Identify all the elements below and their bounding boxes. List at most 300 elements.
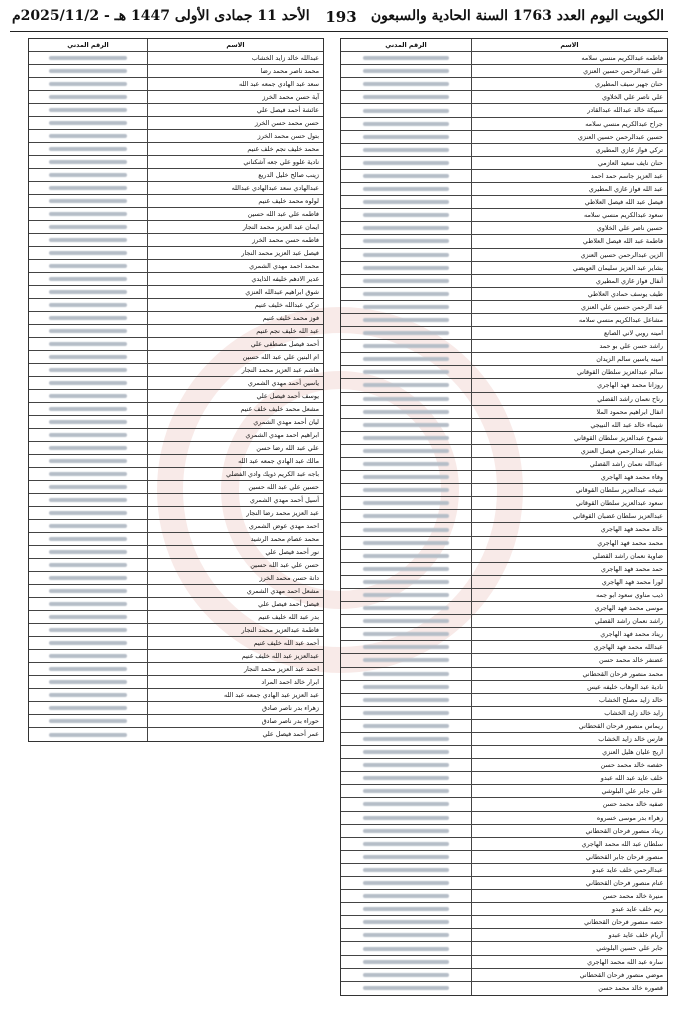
table-row — [29, 78, 323, 91]
table-row — [29, 234, 323, 247]
person-name: منيرة خالد محمد حسن — [471, 890, 667, 902]
person-name: دانة حسن محمد الخرز — [147, 572, 323, 584]
redaction-blur — [363, 960, 449, 964]
person-name: جابر علي حسين البلوشي — [471, 942, 667, 954]
table-row — [29, 585, 323, 598]
table-row — [341, 144, 667, 157]
table-row — [29, 481, 323, 494]
civil-id-redacted — [341, 654, 471, 666]
table-row — [341, 65, 667, 78]
redaction-blur — [363, 894, 449, 898]
redaction-blur — [363, 331, 449, 335]
person-name: غدير الادهم خليفه الذايدي — [147, 273, 323, 285]
civil-id-redacted — [341, 916, 471, 928]
person-name: علي عبدالرحمن حسين العنزي — [471, 65, 667, 77]
redaction-blur — [49, 290, 127, 294]
person-name: فارس خالد زايد الخشاب — [471, 733, 667, 745]
person-name: انفال ابراهيم محمود الملا — [471, 406, 667, 418]
table-row — [341, 550, 667, 563]
redaction-blur — [363, 410, 449, 414]
civil-id-redacted — [341, 851, 471, 863]
table-row — [29, 728, 323, 741]
table-row — [341, 733, 667, 746]
table-row — [341, 78, 667, 91]
person-name: تركي عبدالله خليف غنيم — [147, 299, 323, 311]
civil-id-redacted — [341, 196, 471, 208]
header-civil-id: الرقم المدني — [67, 40, 109, 49]
redaction-blur — [363, 200, 449, 204]
person-name: ريم خلف عايد عبدو — [471, 903, 667, 915]
person-name: موسى محمد فهد الهاجري — [471, 602, 667, 614]
person-name: فوز محمد خليف غنيم — [147, 312, 323, 324]
redaction-blur — [363, 842, 449, 846]
redaction-blur — [49, 407, 127, 411]
person-name: غضنفر خالد محمد حسن — [471, 654, 667, 666]
civil-id-redacted — [341, 537, 471, 549]
redaction-blur — [363, 816, 449, 820]
table-row — [29, 663, 323, 676]
civil-id-redacted — [29, 351, 147, 363]
table-row — [29, 377, 323, 390]
redaction-blur — [363, 318, 449, 322]
table-row — [341, 537, 667, 550]
redaction-blur — [363, 750, 449, 754]
redaction-blur — [49, 433, 127, 437]
redaction-blur — [363, 95, 449, 99]
civil-id-redacted — [341, 890, 471, 902]
civil-id-redacted — [29, 260, 147, 272]
person-name: وفاء محمد فهد الهاجري — [471, 471, 667, 483]
person-name: ليان أحمد مهدي الشمري — [147, 416, 323, 428]
redaction-blur — [363, 82, 449, 86]
civil-id-redacted — [341, 157, 471, 169]
civil-id-redacted — [341, 91, 471, 103]
person-name: ابراهيم احمد مهدي الشمري — [147, 429, 323, 441]
table-row — [341, 668, 667, 681]
redaction-blur — [363, 239, 449, 243]
civil-id-redacted — [341, 497, 471, 509]
civil-id-redacted — [29, 273, 147, 285]
redaction-blur — [363, 279, 449, 283]
redaction-blur — [49, 56, 127, 60]
table-row — [341, 209, 667, 222]
person-name: مالك عبد الهادي جمعه عبد الله — [147, 455, 323, 467]
civil-id-redacted — [29, 208, 147, 220]
civil-id-redacted — [341, 104, 471, 116]
redaction-blur — [363, 802, 449, 806]
person-name: امينه ياسين سالم الزيدان — [471, 353, 667, 365]
civil-id-redacted — [341, 222, 471, 234]
person-name: احمد عبد العزيز محمد النجار — [147, 663, 323, 675]
table-row — [341, 864, 667, 877]
person-name: حصه منصور فرحان القحطاني — [471, 916, 667, 928]
table-row — [29, 455, 323, 468]
table-row — [341, 641, 667, 654]
person-name: بدر عبد الله خليف غنيم — [147, 611, 323, 623]
civil-id-redacted — [341, 118, 471, 130]
redaction-blur — [363, 436, 449, 440]
redaction-blur — [363, 135, 449, 139]
person-name: حسن محمد حسن الخرز — [147, 117, 323, 129]
redaction-blur — [49, 485, 127, 489]
civil-id-redacted — [341, 131, 471, 143]
civil-id-redacted — [29, 169, 147, 181]
person-name: خالد زايد مصلح الخشاب — [471, 694, 667, 706]
redaction-blur — [363, 619, 449, 623]
redaction-blur — [363, 161, 449, 165]
redaction-blur — [49, 134, 127, 138]
table-row — [341, 406, 667, 419]
civil-id-redacted — [29, 65, 147, 77]
person-name: هاشم عبد العزيز محمد النجار — [147, 364, 323, 376]
table-row — [29, 117, 323, 130]
redaction-blur — [363, 226, 449, 230]
names-table-left — [28, 38, 324, 742]
table-row — [341, 497, 667, 510]
redaction-blur — [363, 724, 449, 728]
table-row — [29, 546, 323, 559]
table-header-row — [341, 39, 667, 52]
person-name: فيصل أحمد فيصل علي — [147, 598, 323, 610]
civil-id-redacted — [29, 702, 147, 714]
redaction-blur — [49, 459, 127, 463]
redaction-blur — [363, 776, 449, 780]
person-name: راشد حسن علي بو حمد — [471, 340, 667, 352]
civil-id-redacted — [341, 694, 471, 706]
civil-id-redacted — [341, 563, 471, 575]
civil-id-redacted — [341, 314, 471, 326]
table-row — [341, 340, 667, 353]
table-row — [29, 637, 323, 650]
redaction-blur — [49, 576, 127, 580]
table-row — [341, 432, 667, 445]
civil-id-redacted — [341, 615, 471, 627]
table-row — [341, 471, 667, 484]
redaction-blur — [363, 69, 449, 73]
civil-id-redacted — [29, 676, 147, 688]
redaction-blur — [363, 947, 449, 951]
names-table-right — [340, 38, 668, 996]
redaction-blur — [49, 511, 127, 515]
person-name: عائشة أحمد فيصل علي — [147, 104, 323, 116]
redaction-blur — [49, 264, 127, 268]
person-name: عبد الله خليف نجم غنيم — [147, 325, 323, 337]
table-row — [341, 170, 667, 183]
civil-id-redacted — [29, 91, 147, 103]
redaction-blur — [363, 593, 449, 597]
civil-id-redacted — [29, 195, 147, 207]
redaction-blur — [363, 423, 449, 427]
civil-id-redacted — [341, 484, 471, 496]
table-row — [341, 916, 667, 929]
person-name: فاطمة عبدالعزيز محمد النجار — [147, 624, 323, 636]
civil-id-redacted — [29, 364, 147, 376]
person-name: ريناد محمد فهد الهاجري — [471, 628, 667, 640]
civil-id-redacted — [341, 825, 471, 837]
table-row — [341, 720, 667, 733]
redaction-blur — [363, 554, 449, 558]
table-row — [29, 650, 323, 663]
civil-id-redacted — [29, 689, 147, 701]
redaction-blur — [49, 147, 127, 151]
table-row — [29, 715, 323, 728]
civil-id-redacted — [341, 65, 471, 77]
civil-id-redacted — [341, 510, 471, 522]
person-name: منصور فرحان جابر القحطاني — [471, 851, 667, 863]
civil-id-redacted — [29, 78, 147, 90]
person-name: أسيل أحمد مهدي الشمري — [147, 494, 323, 506]
table-row — [29, 572, 323, 585]
table-row — [341, 157, 667, 170]
table-row — [341, 890, 667, 903]
table-row — [341, 523, 667, 536]
redaction-blur — [49, 342, 127, 346]
redaction-blur — [363, 737, 449, 741]
redaction-blur — [49, 394, 127, 398]
table-row — [341, 275, 667, 288]
table-row — [29, 533, 323, 546]
civil-id-redacted — [341, 785, 471, 797]
table-row — [29, 325, 323, 338]
redaction-blur — [49, 329, 127, 333]
civil-id-redacted — [341, 144, 471, 156]
table-row — [29, 520, 323, 533]
person-name: عبدالرحمن خلف عايد عبدو — [471, 864, 667, 876]
table-row — [341, 222, 667, 235]
redaction-blur — [363, 632, 449, 636]
person-name: جراح عبدالكريم منسي سلامه — [471, 118, 667, 130]
redaction-blur — [49, 667, 127, 671]
table-row — [341, 956, 667, 969]
redaction-blur — [363, 174, 449, 178]
header-civil-id: الرقم المدني — [385, 40, 427, 49]
person-name: زهراء بدر ناصر صادق — [147, 702, 323, 714]
table-row — [341, 877, 667, 890]
header-divider — [10, 31, 668, 32]
table-row — [341, 118, 667, 131]
redaction-blur — [363, 501, 449, 505]
person-name: ساره عبد الله محمد الهاجري — [471, 956, 667, 968]
table-row — [341, 510, 667, 523]
redaction-blur — [49, 641, 127, 645]
table-row — [341, 798, 667, 811]
civil-id-redacted — [29, 377, 147, 389]
table-row — [29, 260, 323, 273]
table-row — [29, 351, 323, 364]
page-header — [0, 0, 678, 34]
civil-id-redacted — [29, 728, 147, 741]
person-name: نادية عبد الوهاب خليفه عيس — [471, 681, 667, 693]
table-row — [341, 602, 667, 615]
table-row — [341, 851, 667, 864]
table-row — [341, 484, 667, 497]
redaction-blur — [363, 56, 449, 60]
civil-id-redacted — [29, 143, 147, 155]
person-name: فاطمه علي عبد الله حسين — [147, 208, 323, 220]
civil-id-redacted — [29, 286, 147, 298]
redaction-blur — [49, 615, 127, 619]
header-name: الاسم — [471, 39, 667, 51]
table-row — [29, 689, 323, 702]
civil-id-redacted — [341, 209, 471, 221]
civil-id-redacted — [341, 602, 471, 614]
redaction-blur — [49, 602, 127, 606]
table-row — [341, 942, 667, 955]
redaction-blur — [363, 920, 449, 924]
person-name: سبيكة خالد عبدالله عبدالقادر — [471, 104, 667, 116]
redaction-blur — [49, 628, 127, 632]
civil-id-redacted — [29, 520, 147, 532]
redaction-blur — [363, 148, 449, 152]
redaction-blur — [363, 763, 449, 767]
civil-id-redacted — [29, 442, 147, 454]
table-row — [29, 624, 323, 637]
redaction-blur — [49, 446, 127, 450]
person-name: طيف يوسف حمادي العلاطي — [471, 288, 667, 300]
table-row — [341, 183, 667, 196]
table-row — [29, 91, 323, 104]
redaction-blur — [49, 95, 127, 99]
person-name: سعد عبد الهادي جمعه عبد الله — [147, 78, 323, 90]
civil-id-redacted — [341, 275, 471, 287]
table-row — [29, 169, 323, 182]
redaction-blur — [363, 541, 449, 545]
table-row — [341, 576, 667, 589]
header-date: الأحد 11 جمادى الأولى 1447 هـ - 2025/11/2م — [12, 8, 310, 24]
redaction-blur — [49, 225, 127, 229]
redaction-blur — [49, 472, 127, 476]
civil-id-redacted — [341, 235, 471, 247]
civil-id-redacted — [341, 419, 471, 431]
table-row — [29, 312, 323, 325]
table-row — [341, 327, 667, 340]
civil-id-redacted — [29, 650, 147, 662]
person-name: محمد عصام محمد الرشيد — [147, 533, 323, 545]
table-row — [29, 468, 323, 481]
redaction-blur — [363, 907, 449, 911]
civil-id-redacted — [29, 52, 147, 64]
redaction-blur — [363, 253, 449, 257]
person-name: محمد احمد مهدي الشمري — [147, 260, 323, 272]
redaction-blur — [363, 658, 449, 662]
person-name: حمد محمد فهد الهاجري — [471, 563, 667, 575]
person-name: موضي منصور فرحان القحطاني — [471, 969, 667, 981]
person-name: مشاعل عبدالكريم منسي سلامه — [471, 314, 667, 326]
civil-id-redacted — [29, 455, 147, 467]
person-name: نور أحمد فيصل علي — [147, 546, 323, 558]
redaction-blur — [363, 580, 449, 584]
redaction-blur — [363, 606, 449, 610]
table-row — [29, 611, 323, 624]
person-name: خالد محمد فهد الهاجري — [471, 523, 667, 535]
table-row — [341, 458, 667, 471]
table-row — [341, 628, 667, 641]
redaction-blur — [49, 706, 127, 710]
civil-id-redacted — [29, 546, 147, 558]
redaction-blur — [363, 305, 449, 309]
redaction-blur — [363, 344, 449, 348]
civil-id-redacted — [341, 327, 471, 339]
redaction-blur — [49, 550, 127, 554]
civil-id-redacted — [29, 585, 147, 597]
table-row — [29, 65, 323, 78]
table-row — [29, 676, 323, 689]
table-row — [341, 196, 667, 209]
redaction-blur — [49, 563, 127, 567]
person-name: زهراء بدر موسى خسروه — [471, 812, 667, 824]
civil-id-redacted — [29, 494, 147, 506]
redaction-blur — [49, 733, 127, 737]
civil-id-redacted — [29, 715, 147, 727]
table-row — [29, 208, 323, 221]
person-name: فيصل عبد العزيز محمد النجار — [147, 247, 323, 259]
person-name: حنان جهير سيف المطيري — [471, 78, 667, 90]
person-name: حسين علي عبد الله حسين — [147, 481, 323, 493]
table-row — [29, 195, 323, 208]
person-name: بتول حسن محمد الخرز — [147, 130, 323, 142]
civil-id-redacted — [29, 156, 147, 168]
person-name: اريج عليان هليل العنزي — [471, 746, 667, 758]
table-row — [341, 759, 667, 772]
person-name: عبد العزيز محمد رضا النجار — [147, 507, 323, 519]
redaction-blur — [363, 462, 449, 466]
civil-id-redacted — [29, 390, 147, 402]
redaction-blur — [49, 251, 127, 255]
person-name: روزانا محمد فهد الهاجري — [471, 379, 667, 391]
table-row — [29, 702, 323, 715]
person-name: أحمد فيصل مصطفى علي — [147, 338, 323, 350]
civil-id-redacted — [341, 956, 471, 968]
civil-id-redacted — [29, 481, 147, 493]
redaction-blur — [363, 528, 449, 532]
header-publication: الكويت اليوم العدد 1763 السنة الحادية والسبعون — [370, 8, 664, 24]
redaction-blur — [49, 719, 127, 723]
person-name: باجه عبد الكريم ذويك وادي الفضلي — [147, 468, 323, 480]
civil-id-redacted — [29, 429, 147, 441]
person-name: شيماء خالد عبد الله النبيجي — [471, 419, 667, 431]
table-row — [341, 104, 667, 117]
person-name: سالم عبدالعزيز سلطان القوقاني — [471, 366, 667, 378]
table-row — [341, 654, 667, 667]
civil-id-redacted — [29, 130, 147, 142]
table-row — [29, 104, 323, 117]
person-name: حنان نايف سعيد العازمي — [471, 157, 667, 169]
table-row — [341, 353, 667, 366]
table-row — [29, 299, 323, 312]
civil-id-redacted — [341, 746, 471, 758]
table-row — [341, 681, 667, 694]
redaction-blur — [49, 498, 127, 502]
civil-id-redacted — [341, 393, 471, 405]
table-row — [29, 364, 323, 377]
person-name: لورا محمد فهد الهاجري — [471, 576, 667, 588]
table-row — [341, 288, 667, 301]
table-row — [29, 143, 323, 156]
civil-id-redacted — [341, 838, 471, 850]
table-row — [29, 429, 323, 442]
civil-id-redacted — [341, 340, 471, 352]
person-name: زايد خالد زايد الخشاب — [471, 707, 667, 719]
table-row — [341, 249, 667, 262]
redaction-blur — [363, 868, 449, 872]
table-row — [29, 598, 323, 611]
person-name: تركي فواز غازي المطيري — [471, 144, 667, 156]
civil-id-redacted — [29, 559, 147, 571]
civil-id-redacted — [341, 864, 471, 876]
person-name: فاطمة عبد الله فيصل العلاطي — [471, 235, 667, 247]
table-row — [29, 247, 323, 260]
person-name: ابرار خالد احمد المراد — [147, 676, 323, 688]
